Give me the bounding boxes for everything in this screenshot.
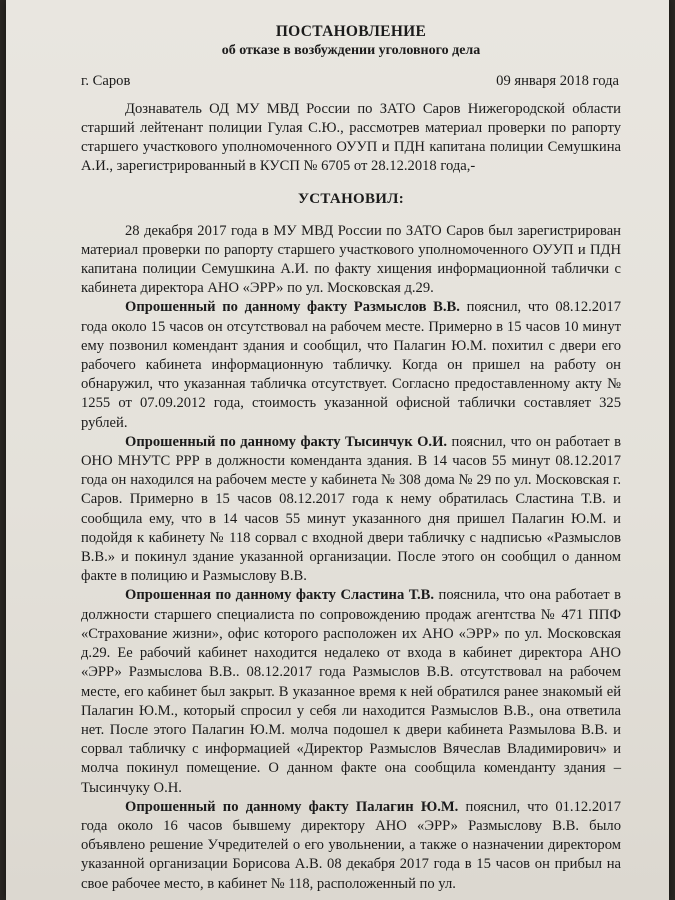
- testimony-lead: Опрошенный по данному факту Размыслов В.В.: [125, 299, 460, 316]
- document-sheet: [6, 0, 669, 900]
- testimony-paragraph: [81, 798, 621, 894]
- testimony-text: пояснил, что 08.12.2017 года около 15 часов он отсутствовал на рабочем месте. Примерно в 15 часов 10 минут ему позвонил комендант здания и сообщил, что Палагин Ю.М. похитил с двери его рабочего кабинета информационную табличку. Когда он пришел на работу он обнаружил, что указанная табличка отсутствует. Согласно предоставленному акту № 1255 от 07.09.2012 года, стоимость указанной офисной таблички составляет 325 рублей.: [81, 299, 621, 431]
- testimony-paragraph: [81, 586, 621, 797]
- testimony-text: пояснил, что 01.12.2017 года около 16 часов бывшему директору АНО «ЭРР» Размыслову В.В. было объявлено решение Учредителей о его увольнении, а также о назначении директором указанной организации Борисова А.В. 08 декабря 2017 года в 15 часов он прибыл на свое рабочее место, в кабинет № 118, расположенный по ул.: [81, 798, 622, 892]
- section-heading: УСТАНОВИЛ:: [297, 191, 405, 208]
- document-subtitle: об отказе в возбуждении уголовного дела: [221, 43, 481, 59]
- document-title: ПОСТАНОВЛЕНИЕ: [275, 23, 427, 40]
- document-date: 09 января 2018 года: [496, 73, 619, 90]
- testimony-text: пояснила, что она работает в должности старшего специалиста по сопровождению продаж агентства № 471 ППФ «Страхование жизни», офис которого расположен их АНО «ЭРР» по ул. Московская д.29. Ее рабочий кабинет находится недалеко от входа в кабинет директора АНО «ЭРР» Размыслова В.В.. 08.12.2017 года Размыслов В.В. отсутствовал на рабочем месте, его кабинет был закрыт. В указанное время к ней обратился ранее знакомый ей Палагин Ю.М., который спросил у себя ли находится Размыслов В.В., она ответила нет. После этого Палагин Ю.М. молча подошел к двери кабинета Размылова В.В. и сорвал табличку с информацией «Директор Размыслов Вячеслав Владимирович» и молча покинул помещение. О данном факте она сообщила коменданту здания –Тысинчуку О.Н.: [81, 587, 621, 796]
- testimony-lead: Опрошенный по данному факту Тысинчук О.И.: [125, 433, 448, 450]
- testimony-lead: Опрошенный по данному факту Палагин Ю.М.: [125, 798, 459, 815]
- intro-paragraph: Дознаватель ОД МУ МВД России по ЗАТО Саров Нижегородской области старший лейтенант полиции Гулая С.Ю., рассмотрев материал проверки по рапорту старшего участкового уполномоченного ОУУП и ПДН капитана полиции Семушкина А.И., зарегистрированный в КУСП № 6705 от 28.12.2018 года,-: [81, 100, 621, 175]
- place-date-row: [81, 72, 621, 91]
- testimony-lead: Опрошенная по данному факту Сластина Т.В.: [125, 587, 435, 604]
- document-place: г. Саров: [81, 73, 131, 90]
- document-body: [81, 22, 621, 894]
- testimony-text: пояснил, что он работает в ОНО МНУТС РРР в должности коменданта здания. В 14 часов 55 минут 08.12.2017 года он находился на рабочем месте у кабинета № 308 дома № 29 по ул. Московская г. Саров. Примерно в 15 часов 08.12.2017 года к нему обратилась Сластина Т.В. и сообщила ему, что в 14 часов 55 минут указанного дня пришел Палагин Ю.М. и подойдя к кабинету № 118 сорвал с входной двери табличку с надписью «Размыслов В.В.» и покинул здание указанной организации. После этого он сообщил о данном факте в полицию и Размыслову В.В.: [81, 433, 622, 585]
- established-paragraph: 28 декабря 2017 года в МУ МВД России по ЗАТО Саров был зарегистрирован материал проверки по рапорту старшего участкового уполномоченного ОУУП и ПДН капитана полиции Семушкина А.И. по факту хищения информационной таблички с кабинета директора АНО «ЭРР» по ул. Московская д.29.: [81, 222, 621, 297]
- testimony-paragraph: [81, 433, 621, 587]
- testimony-paragraph: [81, 298, 621, 432]
